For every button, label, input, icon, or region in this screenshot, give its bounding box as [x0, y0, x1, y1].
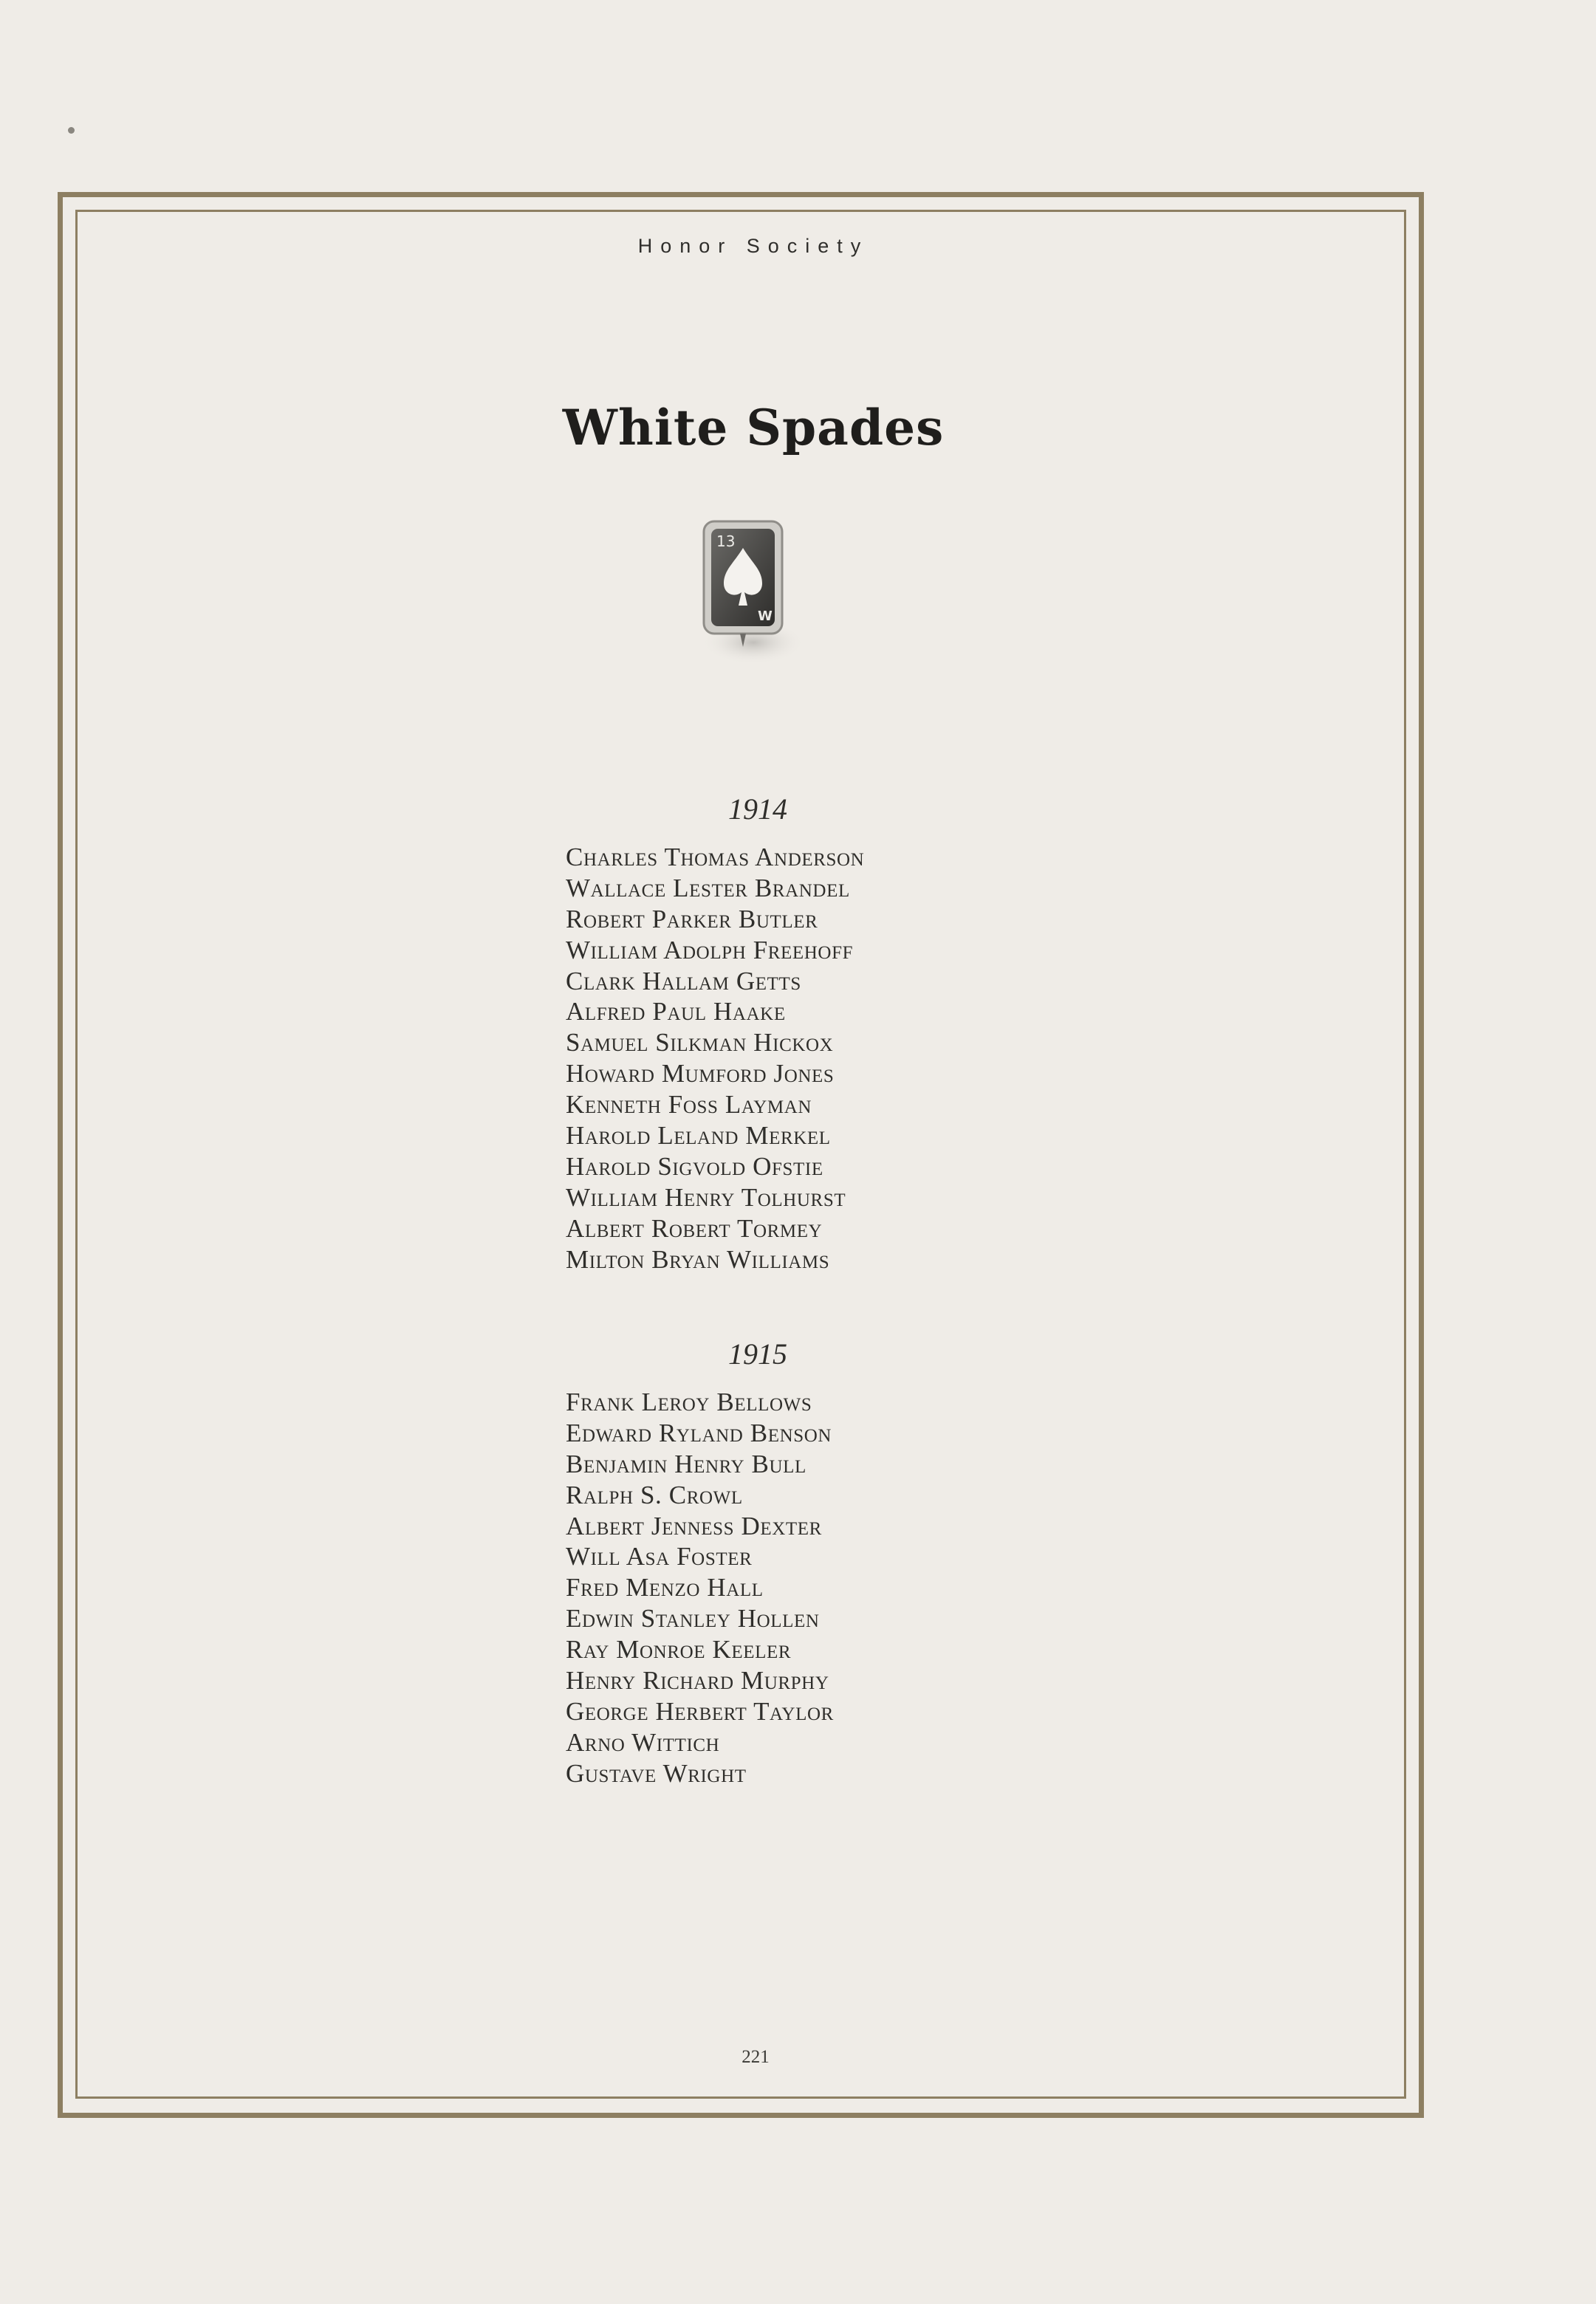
year-heading-1915: 1915 — [728, 1337, 787, 1371]
paper-speck — [68, 127, 75, 134]
member-list-1915 — [566, 1387, 834, 1789]
member-name: Arno Wittich — [566, 1727, 720, 1757]
member-name: Harold Sigvold Ofstie — [566, 1151, 823, 1181]
member-name: Robert Parker Butler — [566, 904, 818, 933]
member-name: Charles Thomas Anderson — [566, 843, 865, 871]
member-name: George Herbert Taylor — [566, 1696, 834, 1726]
member-name: William Henry Tolhurst — [566, 1182, 846, 1212]
member-name: Edward Ryland Benson — [566, 1418, 832, 1447]
member-name: Edwin Stanley Hollen — [566, 1604, 820, 1633]
pin-letter: W — [758, 608, 773, 624]
member-name: Fred Menzo Hall — [566, 1573, 764, 1602]
member-name: Wallace Lester Brandel — [566, 873, 850, 902]
member-name: Frank Leroy Bellows — [566, 1388, 812, 1416]
member-name: Harold Leland Merkel — [566, 1121, 831, 1151]
member-name: Gustave Wright — [566, 1758, 747, 1788]
member-name: Clark Hallam Getts — [566, 966, 801, 995]
member-name: Kenneth Foss Layman — [566, 1090, 812, 1120]
member-name: Benjamin Henry Bull — [566, 1449, 806, 1478]
member-name: Will Asa Foster — [566, 1542, 753, 1571]
member-name: Albert Robert Tormey — [566, 1213, 823, 1243]
member-name: Samuel Silkman Hickox — [566, 1028, 834, 1057]
page-title: White Spades — [562, 399, 945, 456]
member-name: Ralph S. Crowl — [566, 1480, 743, 1509]
page-number: 221 — [742, 2047, 770, 2067]
member-name: Henry Richard Murphy — [566, 1666, 829, 1696]
member-list-1914 — [566, 842, 864, 1275]
pin-number: 13 — [716, 532, 736, 550]
member-name: William Adolph Freehoff — [566, 935, 854, 964]
member-name: Howard Mumford Jones — [566, 1059, 835, 1088]
member-name: Albert Jenness Dexter — [566, 1511, 822, 1540]
year-heading-1914: 1914 — [728, 792, 787, 826]
member-name: Alfred Paul Haake — [566, 997, 786, 1026]
running-head: Honor Society — [637, 235, 869, 257]
white-spade-pin-icon — [679, 510, 812, 679]
member-name: Milton Bryan Williams — [566, 1244, 830, 1274]
member-name: Ray Monroe Keeler — [566, 1635, 792, 1664]
